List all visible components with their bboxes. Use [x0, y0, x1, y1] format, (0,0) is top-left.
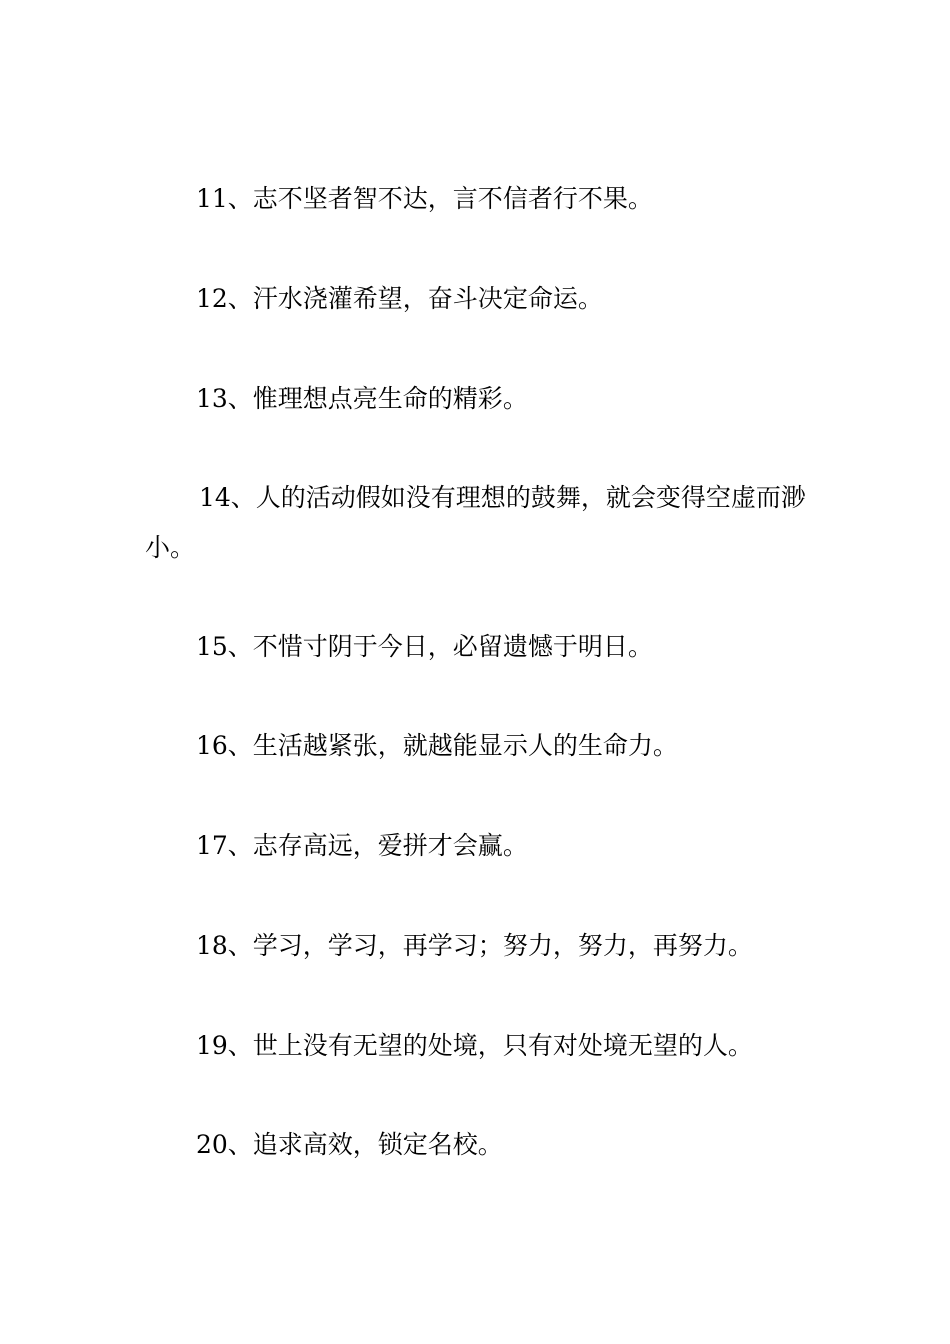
quote-paragraph-12: 12、汗水浇灌希望，奋斗决定命运。 [196, 284, 603, 313]
quote-paragraph-17: 17、志存高远，爱拼才会赢。 [196, 831, 528, 860]
quote-paragraph-19: 19、世上没有无望的处境，只有对处境无望的人。 [196, 1031, 753, 1060]
quote-paragraph-13: 13、惟理想点亮生命的精彩。 [196, 384, 528, 413]
quote-paragraph-20: 20、追求高效，锁定名校。 [196, 1130, 503, 1159]
quote-paragraph-18: 18、学习，学习，再学习；努力，努力，再努力。 [196, 931, 753, 960]
quote-paragraph-11: 11、志不坚者智不达，言不信者行不果。 [196, 184, 653, 213]
quote-paragraph-14: 14、人的活动假如没有理想的鼓舞，就会变得空虚而渺小。 [145, 483, 806, 562]
quote-paragraph-16: 16、生活越紧张，就越能显示人的生命力。 [196, 731, 678, 760]
quote-paragraph-15: 15、不惜寸阴于今日，必留遗憾于明日。 [196, 632, 653, 661]
